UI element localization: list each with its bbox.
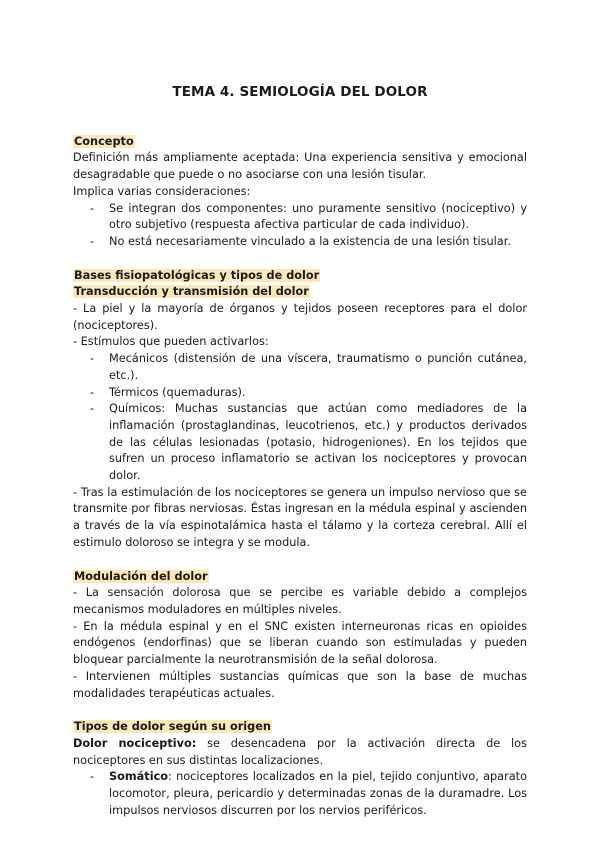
- paragraph: Implica varias consideraciones:: [73, 184, 251, 198]
- list-item: - Térmicos (quemaduras).: [73, 385, 527, 402]
- section-bases: [73, 268, 527, 552]
- term-text: : nociceptores localizados en la piel, tejido conjuntivo, aparato locomotor, pleura, pericardio y determinadas zonas de la duramadre. Los impulsos nerviosos discurren por los nervios periféricos.: [109, 770, 527, 817]
- bullet-list: [73, 351, 527, 485]
- section-subheading: Transducción y transmisión del dolor: [74, 285, 309, 299]
- page-title: TEMA 4. SEMIOLOGÍA DEL DOLOR: [172, 84, 428, 100]
- section-concepto: [73, 134, 527, 251]
- term-text: se desencadena por la activación directa de los nociceptores en sus distintas localizaciones.: [73, 736, 527, 767]
- section-heading: Tipos de dolor según su origen: [74, 720, 271, 734]
- paragraph: - La sensación dolorosa que se percibe es variable debido a complejos mecanismos moduladores en múltiples niveles.: [73, 586, 527, 616]
- document-page: [73, 84, 527, 819]
- bullet-list: [73, 201, 527, 251]
- paragraph: - Estímulos que pueden activarlos:: [73, 335, 269, 349]
- paragraph: - Intervienen múltiples sustancias químicas que son la base de muchas modalidades terapéuticas actuales.: [73, 669, 527, 700]
- paragraph: - La piel y la mayoría de órganos y tejidos poseen receptores para el dolor (nociceptores).: [73, 302, 527, 332]
- term-label: Somático: [109, 770, 169, 784]
- bullet-list: [73, 769, 527, 819]
- section-tipos: [73, 719, 527, 819]
- paragraph: [73, 736, 527, 769]
- section-heading: Modulación del dolor: [74, 569, 208, 583]
- paragraph: - Tras la estimulación de los nociceptores se genera un impulso nervioso que se transmite por fibras nerviosas. Éstas ingresan en la médula espinal y ascienden a través de la vía espinotalámica hasta el tálamo y la corteza cerebral. Allí el estimulo doloroso se integra y se modula.: [73, 485, 527, 549]
- paragraph: Definición más ampliamente aceptada: Una experiencia sensitiva y emocional desagradable que puede o no asociarse con una lesión tisular.: [73, 151, 527, 182]
- list-item: - Mecánicos (distensión de una víscera, traumatismo o punción cutánea, etc.).: [73, 351, 527, 384]
- paragraph: - En la médula espinal y en el SNC existen interneuronas ricas en opioides endógenos (endorfinas) que se liberan cuando son estimuladas y pueden bloquear parcialmente la neurotransmisión de la señal dolorosa.: [73, 619, 527, 667]
- section-modulacion: [73, 569, 527, 703]
- section-heading: Bases fisiopatológicas y tipos de dolor: [74, 268, 320, 282]
- list-item: - Se integran dos componentes: uno puramente sensitivo (nociceptivo) y otro subjetivo (respuesta afectiva particular de cada individuo).: [73, 201, 527, 234]
- list-item: - No está necesariamente vinculado a la existencia de una lesión tisular.: [73, 234, 527, 251]
- section-heading: Concepto: [74, 134, 134, 148]
- list-item: [73, 769, 527, 819]
- term-label: Dolor nociceptivo:: [73, 736, 197, 750]
- list-item: - Químicos: Muchas sustancias que actúan como mediadores de la inflamación (prostaglandinas, leucotrienos, etc.) y productos derivados de las células lesionadas (potasio, hidrogeniones). En los tejidos que sufren un proceso inflamatorio se activan los nociceptores y provocan dolor.: [73, 401, 527, 485]
